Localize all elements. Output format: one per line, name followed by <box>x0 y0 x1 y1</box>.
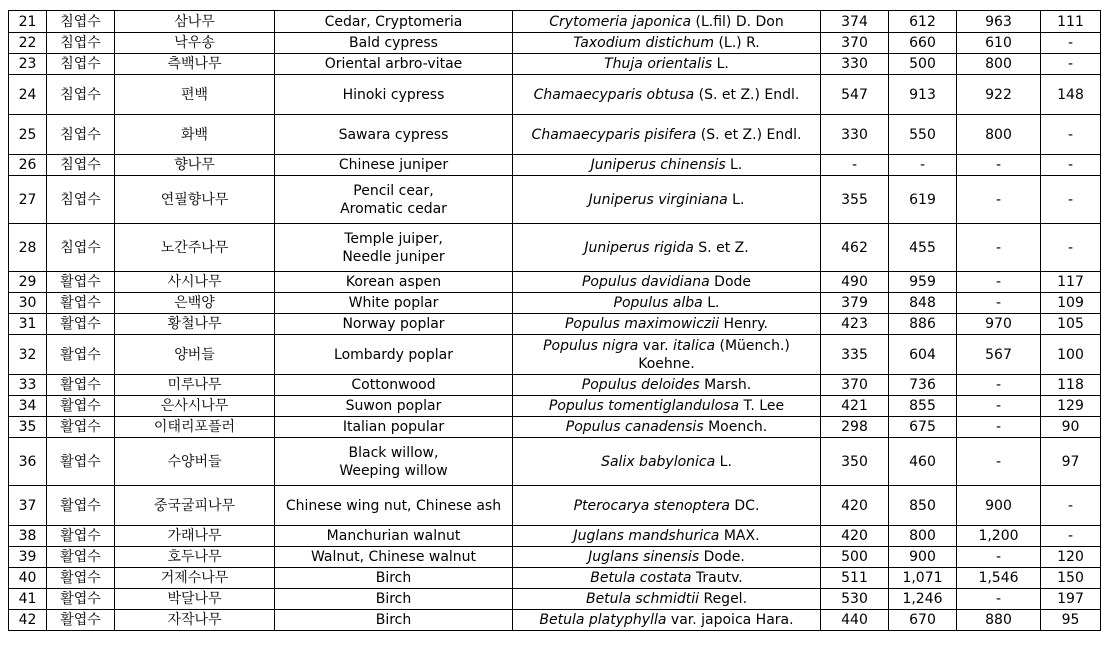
row-number: 24 <box>9 75 47 115</box>
value-col-1: 511 <box>821 568 889 589</box>
value-col-4: - <box>1041 486 1101 526</box>
value-col-4: - <box>1041 224 1101 272</box>
table-row <box>9 176 1101 224</box>
value-col-4: - <box>1041 54 1101 75</box>
value-col-2: 900 <box>889 547 957 568</box>
scientific-name-author: Dode <box>709 274 752 290</box>
table-row <box>9 11 1101 33</box>
value-col-3: - <box>957 293 1041 314</box>
english-name <box>275 293 513 314</box>
korean-name: 황철나무 <box>115 314 275 335</box>
english-name <box>275 54 513 75</box>
row-number: 34 <box>9 396 47 417</box>
value-col-3: - <box>957 155 1041 176</box>
value-col-1: 420 <box>821 526 889 547</box>
english-name-line: Oriental arbro-vitae <box>324 56 463 72</box>
scientific-name-italic: Populus alba <box>613 295 703 311</box>
value-col-1: 420 <box>821 486 889 526</box>
value-col-1: 500 <box>821 547 889 568</box>
row-number: 40 <box>9 568 47 589</box>
english-name-line: Cedar, Cryptomeria <box>324 13 463 30</box>
value-col-4: 95 <box>1041 610 1101 631</box>
value-col-2: 736 <box>889 375 957 396</box>
row-number: 25 <box>9 115 47 155</box>
english-name-line: Birch <box>375 591 412 607</box>
scientific-name <box>513 11 821 33</box>
english-name-line: Suwon poplar <box>345 398 442 414</box>
scientific-name-italic: Juniperus rigida <box>584 239 694 256</box>
value-col-1: 330 <box>821 115 889 155</box>
scientific-name-italic: italica <box>673 337 716 354</box>
english-name <box>275 272 513 293</box>
scientific-name <box>513 486 821 526</box>
scientific-name <box>513 547 821 568</box>
value-col-3: - <box>957 176 1041 224</box>
english-name <box>275 375 513 396</box>
value-col-4: - <box>1041 155 1101 176</box>
value-col-1: 423 <box>821 314 889 335</box>
value-col-3: 567 <box>957 335 1041 375</box>
english-name-line: Chinese wing nut, Chinese ash <box>285 497 502 514</box>
table-row <box>9 115 1101 155</box>
korean-name: 은사시나무 <box>115 396 275 417</box>
value-col-3: 900 <box>957 486 1041 526</box>
value-col-1: 421 <box>821 396 889 417</box>
korean-name: 거제수나무 <box>115 568 275 589</box>
value-col-1: 547 <box>821 75 889 115</box>
value-col-3: - <box>957 224 1041 272</box>
value-col-4: 118 <box>1041 375 1101 396</box>
row-number: 31 <box>9 314 47 335</box>
tree-type: 침엽수 <box>47 176 115 224</box>
scientific-name <box>513 526 821 547</box>
korean-name: 이태리포플러 <box>115 417 275 438</box>
value-col-1: 355 <box>821 176 889 224</box>
english-name-line: Black willow, <box>348 444 439 461</box>
tree-type: 활엽수 <box>47 438 115 486</box>
scientific-name-italic: Betula platyphylla <box>539 612 667 628</box>
scientific-name-italic: Populus deloides <box>581 377 700 393</box>
scientific-name-author: Henry. <box>719 316 768 332</box>
scientific-name <box>513 438 821 486</box>
table-row <box>9 610 1101 631</box>
value-col-3: 922 <box>957 75 1041 115</box>
tree-species-table <box>8 10 1101 631</box>
table-row <box>9 417 1101 438</box>
tree-type: 활엽수 <box>47 526 115 547</box>
english-name-line: Norway poplar <box>342 316 445 332</box>
value-col-4: 129 <box>1041 396 1101 417</box>
table-row <box>9 375 1101 396</box>
value-col-4: 197 <box>1041 589 1101 610</box>
scientific-name-italic: Pterocarya stenoptera <box>573 497 730 514</box>
korean-name: 향나무 <box>115 155 275 176</box>
scientific-name <box>513 396 821 417</box>
table-row <box>9 486 1101 526</box>
table-row <box>9 224 1101 272</box>
value-col-3: - <box>957 438 1041 486</box>
english-name <box>275 417 513 438</box>
value-col-2: 612 <box>889 11 957 33</box>
scientific-name-italic: Populus maximowiczii <box>564 316 720 332</box>
row-number: 39 <box>9 547 47 568</box>
scientific-name <box>513 224 821 272</box>
english-name <box>275 438 513 486</box>
korean-name: 측백나무 <box>115 54 275 75</box>
value-col-4: 148 <box>1041 75 1101 115</box>
scientific-name-author: (S. et Z.) Endl. <box>694 86 800 103</box>
scientific-name-author: L. <box>727 191 745 208</box>
value-col-3: 800 <box>957 54 1041 75</box>
row-number: 29 <box>9 272 47 293</box>
tree-type: 침엽수 <box>47 33 115 54</box>
scientific-name-author: DC. <box>729 497 760 514</box>
value-col-1: 530 <box>821 589 889 610</box>
value-col-4: 109 <box>1041 293 1101 314</box>
row-number: 42 <box>9 610 47 631</box>
table-row <box>9 396 1101 417</box>
value-col-2: 460 <box>889 438 957 486</box>
korean-name: 낙우송 <box>115 33 275 54</box>
tree-type: 활엽수 <box>47 547 115 568</box>
scientific-name-italic: Thuja orientalis <box>604 56 713 72</box>
english-name-line: Birch <box>375 612 412 628</box>
korean-name: 화백 <box>115 115 275 155</box>
value-col-2: 550 <box>889 115 957 155</box>
value-col-1: 374 <box>821 11 889 33</box>
table-row <box>9 335 1101 375</box>
scientific-name <box>513 589 821 610</box>
scientific-name-author: S. et Z. <box>693 239 749 256</box>
tree-type: 활엽수 <box>47 314 115 335</box>
tree-type: 활엽수 <box>47 272 115 293</box>
scientific-name-italic: Populus canadensis <box>565 419 704 435</box>
value-col-4: - <box>1041 176 1101 224</box>
scientific-name-italic: Populus davidiana <box>581 274 710 290</box>
value-col-1: 370 <box>821 33 889 54</box>
value-col-1: 370 <box>821 375 889 396</box>
scientific-name-italic: Juglans mandshurica <box>573 528 720 544</box>
english-name <box>275 526 513 547</box>
tree-type: 활엽수 <box>47 417 115 438</box>
value-col-3: - <box>957 375 1041 396</box>
english-name <box>275 610 513 631</box>
english-name <box>275 176 513 224</box>
english-name <box>275 335 513 375</box>
value-col-1: 330 <box>821 54 889 75</box>
value-col-4: - <box>1041 33 1101 54</box>
value-col-3: 1,200 <box>957 526 1041 547</box>
english-name-line: Bald cypress <box>349 35 438 51</box>
korean-name: 양버들 <box>115 335 275 375</box>
scientific-name-author: Dode. <box>699 549 745 565</box>
scientific-name <box>513 115 821 155</box>
table-row <box>9 33 1101 54</box>
table-row <box>9 272 1101 293</box>
scientific-name-author: var. japoica Hara. <box>666 612 794 628</box>
korean-name: 노간주나무 <box>115 224 275 272</box>
table-row <box>9 155 1101 176</box>
scientific-name-author: (S. et Z.) Endl. <box>696 126 802 143</box>
tree-type: 침엽수 <box>47 224 115 272</box>
tree-type: 활엽수 <box>47 610 115 631</box>
english-name-line: Needle juniper <box>342 248 445 265</box>
english-name-line: Birch <box>375 570 412 586</box>
tree-type: 활엽수 <box>47 486 115 526</box>
english-name-line: Aromatic cedar <box>340 200 447 217</box>
korean-name: 호두나무 <box>115 547 275 568</box>
korean-name: 편백 <box>115 75 275 115</box>
value-col-3: - <box>957 396 1041 417</box>
table-row <box>9 438 1101 486</box>
english-name-line: Hinoki cypress <box>342 86 445 103</box>
value-col-2: 850 <box>889 486 957 526</box>
table-row <box>9 589 1101 610</box>
scientific-name-italic: Crytomeria japonica <box>549 13 692 30</box>
scientific-name-italic: Chamaecyparis obtusa <box>533 86 695 103</box>
scientific-name-italic: Betula schmidtii <box>585 591 700 607</box>
scientific-name-author: (L.) R. <box>714 35 760 51</box>
value-col-2: 848 <box>889 293 957 314</box>
value-col-1: 335 <box>821 335 889 375</box>
english-name-line: Chinese juniper <box>338 157 449 173</box>
value-col-2: 1,246 <box>889 589 957 610</box>
table-row <box>9 293 1101 314</box>
row-number: 28 <box>9 224 47 272</box>
scientific-name-italic: Betula costata <box>590 570 692 586</box>
tree-type: 침엽수 <box>47 155 115 176</box>
tree-type: 활엽수 <box>47 335 115 375</box>
english-name <box>275 33 513 54</box>
value-col-1: 298 <box>821 417 889 438</box>
value-col-1: 462 <box>821 224 889 272</box>
scientific-name-author: MAX. <box>719 528 760 544</box>
english-name-line: Walnut, Chinese walnut <box>310 549 477 565</box>
scientific-name-author: L. <box>715 453 732 470</box>
korean-name: 사시나무 <box>115 272 275 293</box>
scientific-name-author: Marsh. <box>699 377 752 393</box>
scientific-name <box>513 293 821 314</box>
row-number: 37 <box>9 486 47 526</box>
value-col-4: 120 <box>1041 547 1101 568</box>
scientific-name-italic: Juniperus chinensis <box>590 157 726 173</box>
scientific-name-italic: Populus tomentiglandulosa <box>548 398 740 414</box>
korean-name: 연필향나무 <box>115 176 275 224</box>
korean-name: 삼나무 <box>115 11 275 33</box>
english-name <box>275 314 513 335</box>
value-col-1: 379 <box>821 293 889 314</box>
value-col-4: - <box>1041 526 1101 547</box>
english-name <box>275 486 513 526</box>
scientific-name <box>513 314 821 335</box>
value-col-3: - <box>957 272 1041 293</box>
value-col-2: 800 <box>889 526 957 547</box>
english-name <box>275 568 513 589</box>
row-number: 38 <box>9 526 47 547</box>
korean-name: 은백양 <box>115 293 275 314</box>
tree-type: 활엽수 <box>47 293 115 314</box>
scientific-name <box>513 568 821 589</box>
row-number: 41 <box>9 589 47 610</box>
scientific-name-author: L. <box>702 295 720 311</box>
scientific-name-author: Trautv. <box>691 570 743 586</box>
value-col-2: 660 <box>889 33 957 54</box>
korean-name: 자작나무 <box>115 610 275 631</box>
row-number: 32 <box>9 335 47 375</box>
value-col-1: 490 <box>821 272 889 293</box>
scientific-name <box>513 417 821 438</box>
value-col-3: 963 <box>957 11 1041 33</box>
value-col-4: 111 <box>1041 11 1101 33</box>
value-col-4: 117 <box>1041 272 1101 293</box>
scientific-name <box>513 75 821 115</box>
scientific-name <box>513 375 821 396</box>
english-name <box>275 11 513 33</box>
scientific-name <box>513 54 821 75</box>
value-col-3: 610 <box>957 33 1041 54</box>
scientific-name-author: Moench. <box>703 419 768 435</box>
scientific-name <box>513 610 821 631</box>
value-col-2: 455 <box>889 224 957 272</box>
value-col-3: 880 <box>957 610 1041 631</box>
korean-name: 수양버들 <box>115 438 275 486</box>
value-col-1: - <box>821 155 889 176</box>
value-col-2: 959 <box>889 272 957 293</box>
scientific-name-author: L. <box>712 56 729 72</box>
english-name <box>275 155 513 176</box>
value-col-2: 913 <box>889 75 957 115</box>
table-row <box>9 526 1101 547</box>
value-col-3: - <box>957 547 1041 568</box>
tree-type: 침엽수 <box>47 115 115 155</box>
korean-name: 미루나무 <box>115 375 275 396</box>
value-col-3: 970 <box>957 314 1041 335</box>
row-number: 23 <box>9 54 47 75</box>
scientific-name-author: Regel. <box>699 591 748 607</box>
row-number: 27 <box>9 176 47 224</box>
scientific-name-italic: Salix babylonica <box>601 453 716 470</box>
value-col-2: 675 <box>889 417 957 438</box>
table-row <box>9 568 1101 589</box>
english-name-line: Korean aspen <box>345 274 442 290</box>
scientific-name <box>513 155 821 176</box>
row-number: 22 <box>9 33 47 54</box>
value-col-2: 619 <box>889 176 957 224</box>
table-body <box>9 11 1101 631</box>
value-col-2: 1,071 <box>889 568 957 589</box>
scientific-name-italic: Juglans sinensis <box>588 549 700 565</box>
korean-name: 중국굴피나무 <box>115 486 275 526</box>
row-number: 26 <box>9 155 47 176</box>
row-number: 33 <box>9 375 47 396</box>
english-name-line: Sawara cypress <box>338 126 449 143</box>
tree-type: 활엽수 <box>47 396 115 417</box>
english-name <box>275 547 513 568</box>
tree-type: 활엽수 <box>47 589 115 610</box>
row-number: 36 <box>9 438 47 486</box>
value-col-1: 350 <box>821 438 889 486</box>
table-row <box>9 314 1101 335</box>
value-col-4: 150 <box>1041 568 1101 589</box>
value-col-4: 97 <box>1041 438 1101 486</box>
english-name <box>275 115 513 155</box>
english-name-line: Temple juiper, <box>344 230 443 247</box>
english-name <box>275 224 513 272</box>
english-name-line: White poplar <box>348 295 439 311</box>
english-name-line: Manchurian walnut <box>326 528 461 544</box>
value-col-2: 855 <box>889 396 957 417</box>
value-col-2: - <box>889 155 957 176</box>
table-row <box>9 54 1101 75</box>
english-name-line: Weeping willow <box>339 462 448 479</box>
scientific-name-italic: Populus nigra <box>543 337 639 354</box>
row-number: 30 <box>9 293 47 314</box>
value-col-1: 440 <box>821 610 889 631</box>
korean-name: 박달나무 <box>115 589 275 610</box>
value-col-4: 90 <box>1041 417 1101 438</box>
tree-type: 침엽수 <box>47 11 115 33</box>
scientific-name-italic: Chamaecyparis pisifera <box>531 126 697 143</box>
english-name-line: Lombardy poplar <box>334 346 453 363</box>
table-row <box>9 75 1101 115</box>
value-col-2: 500 <box>889 54 957 75</box>
english-name <box>275 75 513 115</box>
table-row <box>9 547 1101 568</box>
value-col-2: 604 <box>889 335 957 375</box>
value-col-4: 100 <box>1041 335 1101 375</box>
value-col-2: 670 <box>889 610 957 631</box>
scientific-name <box>513 272 821 293</box>
korean-name: 가래나무 <box>115 526 275 547</box>
english-name <box>275 396 513 417</box>
value-col-3: - <box>957 589 1041 610</box>
scientific-name-author: (Müench.) Koehne. <box>638 337 795 372</box>
tree-type: 침엽수 <box>47 75 115 115</box>
scientific-name-author: var. <box>638 337 674 354</box>
scientific-name-author: L. <box>725 157 743 173</box>
scientific-name <box>513 335 821 375</box>
scientific-name-author: (L.fil) D. Don <box>691 13 784 30</box>
value-col-3: - <box>957 417 1041 438</box>
row-number: 35 <box>9 417 47 438</box>
english-name <box>275 589 513 610</box>
value-col-4: 105 <box>1041 314 1101 335</box>
english-name-line: Cottonwood <box>351 377 436 393</box>
scientific-name <box>513 176 821 224</box>
scientific-name-author: T. Lee <box>739 398 785 414</box>
english-name-line: Italian popular <box>342 419 445 435</box>
value-col-3: 800 <box>957 115 1041 155</box>
tree-type: 활엽수 <box>47 375 115 396</box>
value-col-4: - <box>1041 115 1101 155</box>
english-name-line: Pencil cear, <box>353 182 434 199</box>
value-col-3: 1,546 <box>957 568 1041 589</box>
tree-type: 침엽수 <box>47 54 115 75</box>
row-number: 21 <box>9 11 47 33</box>
scientific-name <box>513 33 821 54</box>
tree-type: 활엽수 <box>47 568 115 589</box>
value-col-2: 886 <box>889 314 957 335</box>
scientific-name-italic: Juniperus virginiana <box>588 191 728 208</box>
scientific-name-italic: Taxodium distichum <box>573 35 714 51</box>
